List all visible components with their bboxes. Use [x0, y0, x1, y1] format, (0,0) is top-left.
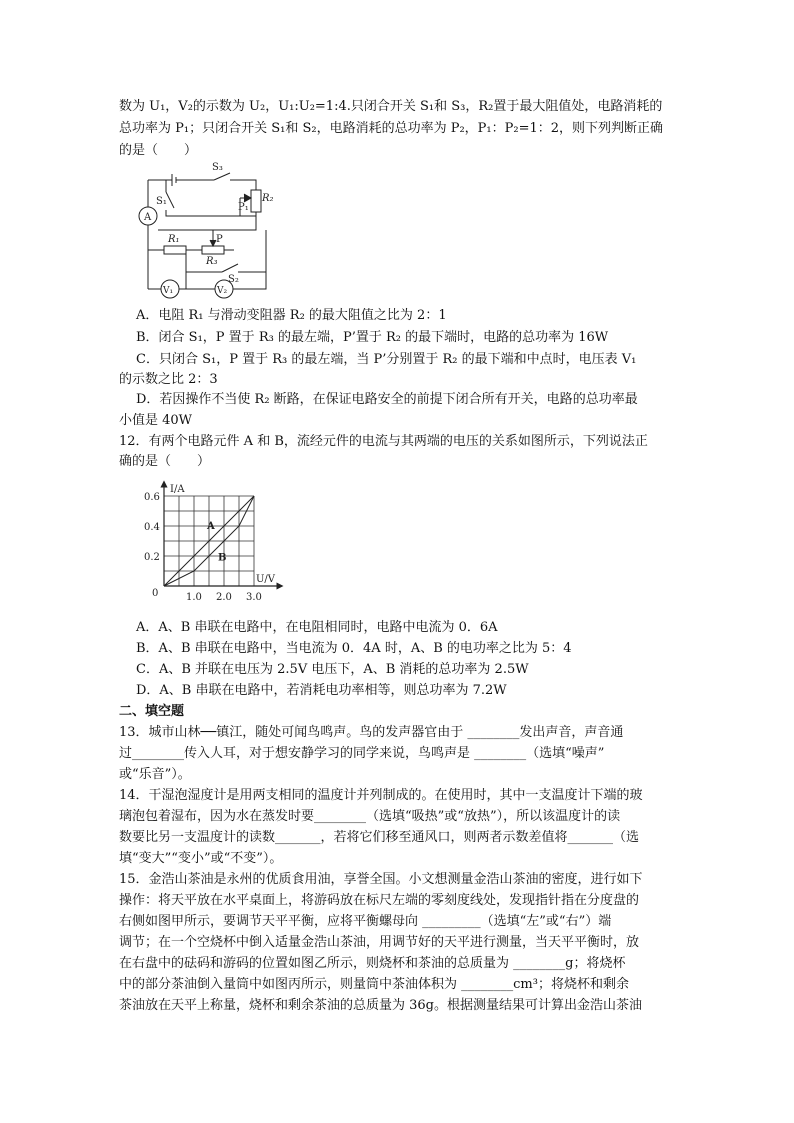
q12-option-c: C．A、B 并联在电压为 2.5V 电压下，A、B 消耗的总功率为 2.5W: [136, 662, 529, 677]
q15-text-line-1: 15．金浩山茶油是永州的优质食用油，享誉全国。小文想测量金浩山茶油的密度，进行如下: [119, 872, 643, 887]
q14-text-line-3: 数要比另一支温度计的读数_______，若将它们移至通风口，则两者示数差值将_______（选: [119, 830, 640, 845]
q14-text-line-2: 璃泡包着湿布，因为水在蒸发时要________（选填“吸热”或“放热”），所以该温度计的读: [119, 809, 621, 824]
r1-resistor: [164, 246, 186, 254]
q11-option-b: B．闭合 S₁，P 置于 R₃ 的最左端，P’置于 R₂ 的最下端时，电路的总功率为 16W: [136, 330, 609, 345]
label-s1: S₁: [156, 196, 167, 207]
switch-s1-blade: [166, 192, 174, 208]
iu-chart: [134, 478, 284, 608]
q15-text-line-7: 茶油放在天平上称量，烧杯和剩余茶油的总质量为 36g。根据测量结果可计算出金浩山茶油: [119, 998, 642, 1013]
switch-s3-blade: [214, 173, 230, 180]
x-tick-label: 2.0: [216, 592, 232, 603]
q11-option-d-cont: 小值是 40W: [119, 413, 193, 428]
y-tick-label: 0.6: [144, 492, 160, 503]
q11-option-d: D．若因操作不当使 R₂ 断路，在保证电路安全的前提下闭合所有开关，电路的总功率最: [136, 392, 638, 407]
q15-text-line-6: 中的部分茶油倒入量筒中如图丙所示，则量筒中茶油体积为 ________cm³；将烧杯和剩余: [119, 977, 629, 992]
q11-option-c: C．只闭合 S₁，P 置于 R₃ 的最左端，当 P’分别置于 R₂ 的最下端和中点时，电压表 V₁: [136, 352, 637, 367]
q15-text-line-4: 调节；在一个空烧杯中倒入适量金浩山茶油，用调节好的天平进行测量，当天平平衡时，放: [119, 935, 640, 950]
y-tick-label: 0.4: [144, 522, 160, 533]
q15-text-line-5: 在右盘中的砝码和游码的位置如图乙所示，则烧杯和茶油的总质量为 ________g；将烧杯: [119, 956, 626, 971]
label-r1: R₁: [168, 234, 180, 245]
q11-option-a: A．电阻 R₁ 与滑动变阻器 R₂ 的最大阻值之比为 2：1: [136, 308, 447, 323]
q15-text-line-3: 右侧如图甲所示，要调节天平平衡，应将平衡螺母向 _________（选填“左”或“右”）端: [119, 914, 612, 929]
q11-text-line-3: 的是（ ）: [119, 143, 198, 158]
q12-option-a: A．A、B 串联在电路中，在电阻相同时，电路中电流为 0．6A: [136, 620, 498, 635]
r2-resistor: [251, 190, 261, 212]
label-p: P: [216, 234, 223, 245]
series-label-a: A: [207, 521, 215, 532]
switch-s2-blade: [222, 264, 238, 272]
q14-text-line-1: 14．干湿泡湿度计是用两支相同的温度计并列制成的。在使用时，其中一支温度计下端的玻: [119, 788, 643, 803]
x-tick-label: 1.0: [186, 592, 202, 603]
label-s3: S₃: [212, 162, 223, 173]
circuit-diagram: [130, 158, 290, 304]
q12-option-d: D．A、B 串联在电路中，若消耗电功率相等，则总功率为 7.2W: [136, 683, 507, 698]
q11-text-line-1: 数为 U₁，V₂的示数为 U₂，U₁:U₂=1:4.只闭合开关 S₁和 S₃，R₂置于最大阻值处，电路消耗的: [119, 99, 663, 114]
section-title-fill-in: 二、填空题: [119, 704, 185, 719]
series-label-b: B: [218, 552, 227, 564]
y-axis-label: I/A: [170, 484, 185, 495]
label-s2: S₂: [228, 274, 239, 285]
label-ammeter: A: [144, 212, 152, 223]
q13-text-line-3: 或“乐音”）。: [119, 767, 191, 782]
q15-text-line-2: 操作：将天平放在水平桌面上，将游码放在标尺左端的零刻度线处，发现指针指在分度盘的: [119, 893, 640, 908]
x-tick-label: 3.0: [246, 592, 262, 603]
q14-text-line-4: 填“变大”“变小”或“不变”）。: [119, 851, 283, 866]
y-tick-label: 0.2: [144, 552, 160, 563]
q12-text-line-2: 确的是（ ）: [119, 454, 211, 469]
label-v1: V₁: [163, 286, 174, 296]
x-axis-label: U/V: [256, 574, 276, 585]
label-r3: R₃: [206, 256, 218, 267]
q11-option-c-cont: 的示数之比 2：3: [119, 372, 218, 387]
origin-label: 0: [152, 588, 159, 599]
q12-option-b: B．A、B 串联在电路中，当电流为 0．4A 时，A、B 的电功率之比为 5：4: [136, 641, 572, 656]
label-p1: P₁: [238, 202, 249, 213]
label-v2: V₂: [217, 286, 228, 296]
q13-text-line-1: 13．城市山林──镇江，随处可闻鸟鸣声。鸟的发声器官由于 ________发出声音，声音通: [119, 725, 624, 740]
r3-resistor: [202, 246, 224, 254]
q13-text-line-2: 过________传入人耳，对于想安静学习的同学来说，鸟鸣声是 ________（选填“噪声”: [119, 746, 605, 761]
q11-text-line-2: 总功率为 P₁；只闭合开关 S₁和 S₂，电路消耗的总功率为 P₂，P₁：P₂=1：2，则下列判断正确: [119, 121, 664, 136]
label-r2: R₂: [262, 193, 274, 204]
q12-text-line-1: 12．有两个电路元件 A 和 B，流经元件的电流与其两端的电压的关系如图所示，下列说法正: [119, 434, 648, 449]
